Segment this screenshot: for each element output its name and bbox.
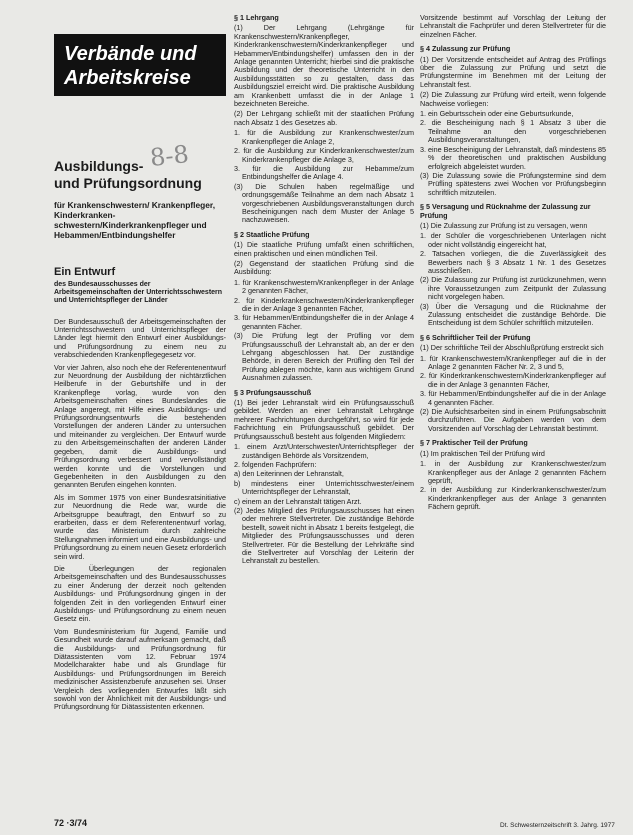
list-item: a) den Leiterinnen der Lehranstalt,	[234, 469, 344, 479]
section-paragraph: (1) Der Vorsitzende entscheidet auf Antrag des Prüflings über die Zulassung zur Prüfung und setzt die Prüfungstermine im Benehmen mit der Leitung der Lehranstalt fest.	[420, 54, 606, 89]
section-banner	[54, 34, 226, 96]
section-heading: § 2 Staatliche Prüfung	[234, 229, 310, 239]
list-item: 3. eine Bescheinigung der Lehranstalt, daß mindestens 85 % der theoretischen und praktischen Ausbildung erfolgreich abgeleistet wurden.	[420, 144, 606, 171]
section-heading: § 3 Prüfungsausschuß	[234, 387, 312, 397]
list-item: 1. für Krankenschwestern/Krankenpfleger auf die in der Anlage 2 genannten Fächer Nr. 2, 3 und 5,	[420, 353, 606, 372]
section-paragraph: (1) Der schriftliche Teil der Abschlußprüfung erstreckt sich	[420, 343, 604, 353]
list-item: 1. in der Ausbildung zur Krankenschwester/zum Krankenpfleger aus der Anlage 2 genannten Fächern geprüft,	[420, 459, 606, 485]
article-subtitle: für Krankenschwestern/ Krankenpfleger, Kinderkranken-schwestern/Kinderkrankenpfleger und Hebammen/Entbindungshelfer	[54, 200, 216, 240]
banner-line-2: Arbeitskreise	[64, 67, 191, 89]
list-item: (3) Die Prüfung legt der Prüfling vor dem Prüfungsausschuß der Lehranstalt ab, an der er den Lehrgang abgeschlossen hat. Der zuständige Behörde, in deren Bereich der Prüfling den Teil der Prüfung ablegen möchte, kann aus wichtigem Grund Ausnahmen zulassen.	[234, 331, 414, 383]
section-paragraph: (1) Im praktischen Teil der Prüfung wird	[420, 448, 545, 458]
list-item: 1. ein Geburtsschein oder eine Geburtsurkunde,	[420, 109, 574, 119]
banner-line-1: Verbände und	[64, 43, 197, 65]
list-item: 2. folgenden Fachprüfern:	[234, 459, 317, 469]
section-paragraph: (2) Der Lehrgang schließt mit der staatlichen Prüfung nach Absatz 1 des Gesetzes ab.	[234, 109, 414, 127]
list-item: 2. die Bescheinigung nach § 1 Absatz 3 über die Teilnahme an den vorgeschriebenen Ausbildungsveranstaltungen,	[420, 118, 606, 145]
list-item: c) einem an der Lehranstalt tätigen Arzt.	[234, 496, 362, 506]
list-item: b) mindestens einer Unterrichtsschwester/einem Unterrichtspfleger der Lehranstalt,	[234, 478, 414, 497]
section-heading: § 6 Schriftlicher Teil der Prüfung	[420, 332, 531, 342]
list-item: 3. für Hebammen/Entbindungshelfer auf die in der Anlage 4 genannten Fächer.	[420, 389, 606, 407]
body-paragraph: Vom Bundesministerium für Jugend, Familie und Gesundheit wurde darauf aufmerksam gemacht, daß die Ausbildungs- und Prüfungsordnung für Diätassistenten vom 12. Februar 1974 Modellcharakter habe und als Grundlage für Ausbildungs- und Prüfungsordnungen im Bereich medizinischer Assistenzberufe anzusehen sei. Unser Vergleich des vorliegenden Entwurfes läßt sich sowohl von der Ähnlichkeit mit der Ausbildungs- und Prüfungsordnung für Diätassistenten erkennen.	[54, 626, 226, 712]
list-item: 3. für Hebammen/Entbindungshelfer die in der Anlage 4 genannten Fächer.	[234, 313, 414, 331]
left-column	[54, 158, 226, 818]
page-number: 72 ·3/74	[54, 818, 88, 828]
title-line-2: und Prüfungsordnung	[54, 175, 202, 191]
handwritten-note: 8-8	[148, 140, 191, 172]
source-line: Dt. Schwesternzeitschrift 3. Jahrg. 1977	[500, 822, 615, 829]
list-item: (3) Die Zulassung sowie die Prüfungstermine sind dem Prüfling spätestens zwei Wochen vor Prüfungsbeginn schriftlich mitzuteilen.	[420, 170, 606, 197]
list-item: 1. für Krankenschwestern/Krankenpfleger in der Anlage 2 genannten Fächer,	[234, 277, 414, 296]
lead-paragraph: des Bundesausschusses der Arbeitsgemeinschaften der Unterrichtsschwestern und Unterrichtspfleger der Länder	[54, 281, 223, 305]
section-paragraph: (2) Die Zulassung zur Prüfung wird erteilt, wenn folgende Nachweise vorliegen:	[420, 90, 606, 108]
section-paragraph: (1) Die staatliche Prüfung umfaßt einen schriftlichen, einen praktischen und einen mündlichen Teil.	[234, 240, 414, 258]
body-paragraph: Der Bundesausschuß der Arbeitsgemeinschaften der Unterrichtsschwestern und Unterrichtspfleger der Länder legt hiermit den Entwurf einer Ausbildungs- und Prüfungsordnung zu einem neu zu verabschiedenden Krankenpflegegesetz vor.	[54, 316, 226, 360]
list-item: (3) Die Schulen haben regelmäßige und ordnungsgemäße Teilnahme an dem nach Absatz 1 vorgeschriebenen Ausbildungsveranstaltungen durch Bescheinigungen nach dem Muster der Anlage 5 nachzuweisen.	[234, 181, 414, 225]
list-item: 2. in der Ausbildung zur Kinderkrankenschwester/zum Kinderkrankenpfleger aus der Anlage 3 genannten Fächern geprüft.	[420, 485, 606, 512]
list-item: 2. für Kinderkrankenschwestern/Kinderkrankenpfleger die in der Anlage 3 genannten Fächer,	[234, 295, 414, 313]
list-item: 2. für Kinderkrankenschwestern/Kinderkrankenpfleger auf die in der Anlage 3 genannten Fächer,	[420, 371, 606, 389]
section-heading: Ein Entwurf	[54, 266, 116, 278]
body-paragraph: Vor vier Jahren, also noch ehe der Referentenentwurf zur Neuordnung der Ausbildung der nichtärztlichen Heilberufe in der Geburtshilfe und in der Krankenpflege vorlag, wurde von den Arbeitsgemeinschaften eines Bundeslandes die Anlage angeregt, mit Hilfe eines Ausbildungs- und Prüfungsordnungsentwurfs die bestehenden Vorstellungen der anderen Länder zu untersuchen und miteinander zu vergleichen. Der Entwurf wurde zu den Arbeitsgemeinschaften der anderen Länder gegeben, damit die Ausbildungs- und Prüfungsordnung verbessert und vervollständigt werden konnte und die Vorstellungen und Gegebenheiten in den Ausbildungen zu den genannten Berufen eingehen konnten.	[54, 362, 226, 490]
list-item: (2) Jedes Mitglied des Prüfungsausschusses hat einen oder mehrere Stellvertreter. Die zuständige Behörde bestellt, soweit nicht in Absatz 1 bereits festgelegt, die Mitglieder des Prüfungsausschusses und deren Stellvertreter. Für die Bestellung der Lehrkräfte sind die Stellvertreter auf Vorschlag der Leiterin der Lehranstalt zu bestellen.	[234, 505, 414, 566]
title-line-1: Ausbildungs-	[54, 158, 144, 174]
section-paragraph: Vorsitzende bestimmt auf Vorschlag der Leitung der Lehranstalt die Fachprüfer und deren Stellvertreter für die einzelnen Fächer.	[420, 14, 606, 39]
body-paragraph: Als im Sommer 1975 von einer Bundesratsinitiative zur Neuordnung die Rede war, wurde die Arbeitsgruppe beauftragt, den Entwurf so zu erarbeiten, dass er dem Referentenentwurf vorlag, wurde das Ministerium durch zahlreiche Stellungnahmen informiert und eine Ausbildungs- und Prüfungsordnung zu einem neuen Gesetz erforderlich sein wird.	[54, 492, 226, 561]
section-heading: § 5 Versagung und Rücknahme der Zulassung zur Prüfung	[420, 202, 591, 220]
right-column	[420, 14, 606, 814]
list-item: 1. der Schüler die vorgeschriebenen Unterlagen nicht oder nicht vollständig eingereicht hat,	[420, 231, 606, 249]
article-body	[54, 318, 226, 712]
list-item: (2) Die Aufsichtsarbeiten sind in einem Prüfungsabschnitt durchzuführen. Die Aufgaben werden von dem Vorsitzenden auf Vorschlag der Lehranstalt bestimmt.	[420, 407, 606, 433]
list-item: (3) Über die Versagung und die Rücknahme der Zulassung entscheidet die zuständige Behörde. Die Entscheidung ist dem Schüler schriftlich mitzuteilen.	[420, 301, 606, 328]
list-item: 3. für die Ausbildung zur Hebamme/zum Entbindungshelfer die Anlage 4.	[234, 163, 414, 182]
middle-column	[234, 14, 414, 814]
section-paragraph: (1) Der Lehrgang (Lehrgänge für Krankenschwestern/Krankenpfleger, Kinderkrankenschwestern/Kinderkrankenpfleger und Hebammen/Entbindungshelfer) umfassen den in der Anlage genannten Unterricht; hierbei sind die praktische Ausbildung und der theoretische Unterricht in den Ausbildungsstätten so zu gestalten, dass das Ausbildungsziel erreicht wird. Die praktische Ausbildung am Krankenbett umfasst die in der Anlage 1 bezeichneten Bereiche.	[234, 23, 414, 109]
list-item: 1. einem Arzt/Unterschwester/Unterrichtspfleger der zuständigen Behörde als Vorsitzendem,	[234, 442, 414, 460]
section-heading: § 4 Zulassung zur Prüfung	[420, 44, 511, 54]
section-paragraph: (2) Gegenstand der staatlichen Prüfung sind die Ausbildung:	[234, 258, 414, 277]
list-item: 2. für die Ausbildung zur Kinderkrankenschwester/zum Kinderkrankenpfleger die Anlage 3,	[234, 146, 414, 164]
section-paragraph: (1) Bei jeder Lehranstalt wird ein Prüfungsausschuß gebildet. Werden an einer Lehranstalt Lehrgänge mehrerer Fachrichtungen durchgeführt, so wird für jede Fachrichtung ein Prüfungsausschuß gebildet. Der Prüfungsausschuß besteht aus folgenden Mitgliedern:	[234, 398, 414, 441]
section-paragraph: (1) Die Zulassung zur Prüfung ist zu versagen, wenn	[420, 220, 588, 230]
list-item: 2. Tatsachen vorliegen, die die Zuverlässigkeit des Bewerbers nach § 3 Absatz 1 Nr. 1 des Gesetzes ausschließen.	[420, 249, 606, 275]
body-paragraph: Die Überlegungen der regionalen Arbeitsgemeinschaften und des Bundesausschusses zu einer Änderung der derzeit noch geltenden Ausbildungs- und Prüfungsordnung gingen in der folgenden Zeit in den vorliegenden Entwurf einer Ausbildungs- und Prüfungsordnung zu einem neuen Gesetz ein.	[54, 563, 226, 624]
list-item: 1. für die Ausbildung zur Krankenschwester/zum Krankenpfleger die Anlage 2,	[234, 128, 414, 146]
section-heading: § 7 Praktischer Teil der Prüfung	[420, 438, 528, 448]
list-item: (2) Die Zulassung zur Prüfung ist zurückzunehmen, wenn ihre Voraussetzungen zum Zeitpunkt der Zulassung nicht vorgelegen haben.	[420, 275, 606, 302]
section-heading: § 1 Lehrgang	[234, 14, 279, 22]
article-title	[54, 158, 226, 192]
